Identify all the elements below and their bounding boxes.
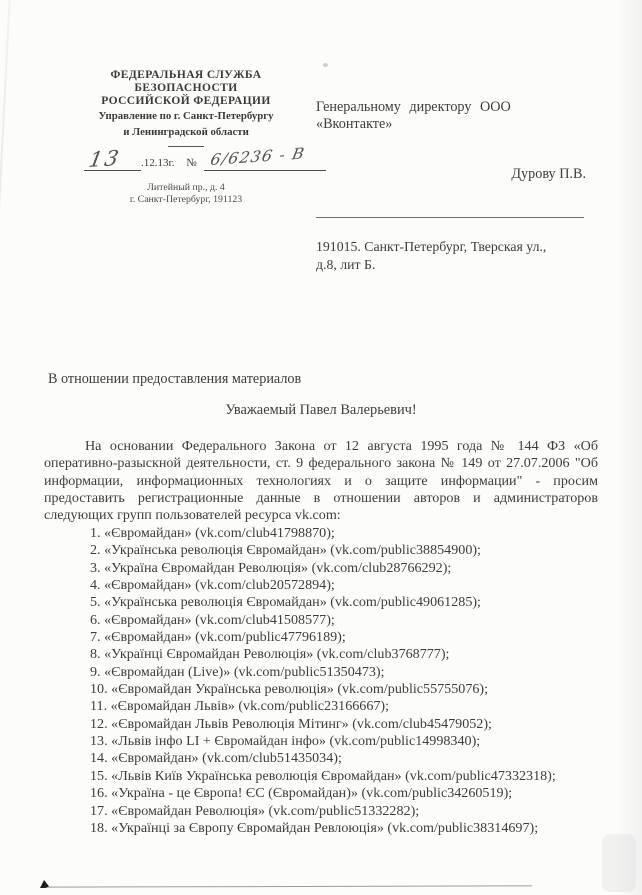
recipient-name: Дурову П.В.: [511, 166, 586, 182]
date-blank-underline: [84, 146, 141, 171]
scan-smudge: [602, 834, 636, 892]
number-blank-underline: [204, 146, 326, 171]
list-item: 17. «Євромайдан Революція» (vk.com/public51332282);: [90, 802, 420, 819]
letterhead-org-line2: БЕЗОПАСНОСТИ: [134, 81, 238, 94]
list-item: 10. «Євромайдан Українська революція» (vk.com/public55755076);: [90, 681, 489, 698]
letterhead-org-line3: РОССИЙСКОЙ ФЕДЕРАЦИИ: [101, 94, 271, 107]
printed-date: .12.13г.: [141, 157, 175, 169]
recipient-title-line1: Генеральному директору ООО: [316, 99, 511, 115]
list-item: 4. «Євромайдан» (vk.com/club20572894);: [90, 577, 335, 594]
letterhead-dept-line1: Управление по г. Санкт-Петербургу: [98, 110, 274, 123]
list-item: 13. «Львів інфо LI + Євромайдан інфо» (vk.com/public14998340);: [90, 733, 481, 750]
scan-bottom-page-edge: [46, 885, 532, 887]
letterhead-org-line1: ФЕДЕРАЛЬНАЯ СЛУЖБА: [110, 69, 262, 81]
list-item: 5. «Українська революція Євромайдан» (vk.com/public49061285);: [90, 594, 481, 611]
list-item: 15. «Львів Київ Українська революція Євромайдан» (vk.com/public47332318);: [90, 767, 556, 784]
recipient-address-line1: 191015. Санкт-Петербург, Тверская ул.,: [316, 239, 547, 254]
list-item: 8. «Українці Євромайдан Революція» (vk.com/club3768777);: [90, 646, 450, 663]
recipient-block: [316, 99, 598, 272]
list-item: 18. «Українці за Європу Євромайдан Ревлоюція» (vk.com/public38314697);: [90, 819, 539, 836]
handwritten-outgoing-number: 6/6236 - В: [208, 144, 307, 169]
group-list: [44, 525, 598, 837]
recipient-title-line2: «Вконтакте»: [316, 116, 393, 132]
sender-address-line2: г. Санкт-Петербург, 191123: [129, 193, 243, 205]
scan-speck: [323, 63, 328, 67]
list-item: 11. «Євромайдан Львів» (vk.com/public23166667);: [90, 698, 390, 715]
list-item: 1. «Євромайдан» (vk.com/club41798870);: [90, 525, 335, 541]
list-item: 12. «Євромайдан Львів Революція Мітинг» (vk.com/club45479052);: [90, 715, 492, 732]
scan-bottom-corner-mark: [40, 880, 49, 888]
list-item: 7. «Євромайдан» (vk.com/public47796189);: [90, 629, 346, 646]
letter-body-paragraph: На основании Федерального Закона от 12 августа 1995 года № 144 ФЗ «Об оперативно-разыскной деятельности, ст. 9 федерального закона № 149 от 27.07.2006 "Об информации, информационных технологиях и о защите информации" - просим предоставить регистрационные данные в отношении авторов и администраторов следующих групп пользователей ресурса vk.com:: [44, 438, 598, 524]
letterhead: [60, 69, 312, 147]
list-item: 16. «Україна - це Європа! ЄС (Євромайдан)» (vk.com/public34260519);: [90, 785, 513, 802]
scan-right-edge-shadow: [616, 0, 642, 895]
letterhead-dept-line2: и Ленинградской области: [123, 125, 249, 138]
list-item: 6. «Євромайдан» (vk.com/club41508577);: [90, 611, 335, 628]
letter-salutation: Уважаемый Павел Валерьевич!: [225, 402, 417, 418]
list-item: 14. «Євромайдан» (vk.com/club51435034);: [90, 750, 342, 767]
sender-address-line1: Литейный пр., д. 4: [147, 182, 225, 193]
list-item: 2. «Українська революція Євромайдан» (vk.com/public38854900);: [90, 542, 481, 559]
letter-subject: В отношении предоставления материалов: [48, 371, 302, 387]
recipient-address: [316, 238, 598, 273]
sender-address: [60, 182, 312, 205]
list-item: 3. «Україна Євромайдан Революція» (vk.com/club28766292);: [90, 559, 452, 576]
scan-left-edge-line: [0, 0, 11, 895]
recipient-divider-rule: [316, 217, 584, 218]
reference-line: [84, 146, 329, 176]
number-sign-label: №: [186, 157, 197, 169]
recipient-address-line2: д.8, лит Б.: [316, 256, 376, 272]
list-item: 9. «Євромайдан (Live)» (vk.com/public51350473);: [90, 663, 385, 680]
handwritten-date-day: 13: [87, 145, 123, 172]
